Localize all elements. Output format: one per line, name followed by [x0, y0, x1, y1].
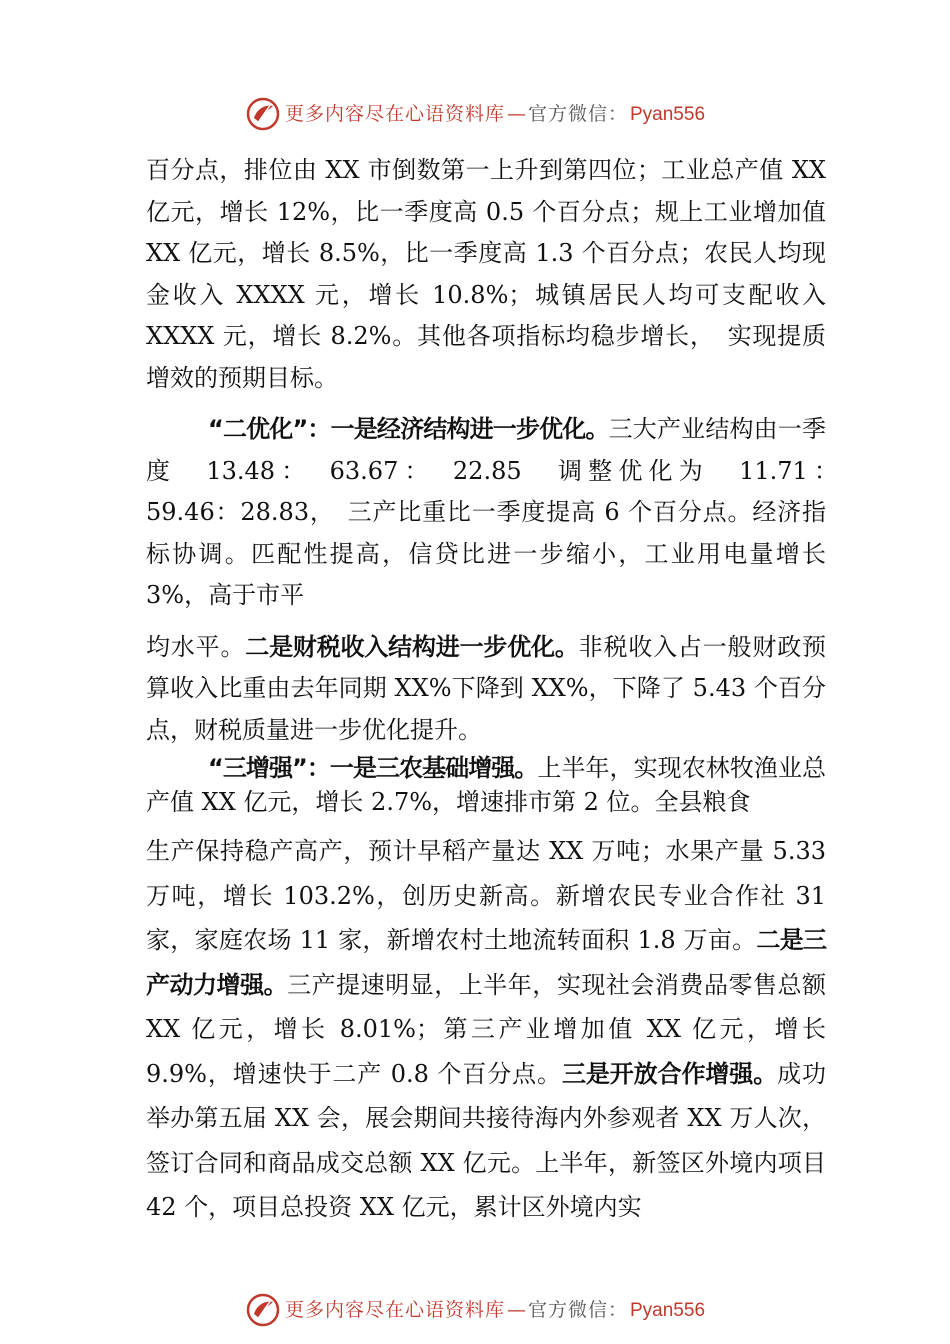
heading-three-strengthenings: “三增强”：一是三农基础增强。 [208, 754, 538, 782]
paragraph-3-text: 非税收入占一般财政预算收入比重由去年同期 XX%下降到 XX%，下降了 5.43 个百分点，财税质量进一步优化提升。 [146, 632, 827, 744]
logo-icon [245, 96, 281, 132]
logo-icon [245, 1292, 281, 1328]
paragraph-3 [146, 627, 826, 752]
paragraph-5 [146, 829, 826, 1230]
footer-wechat-label: 官方微信： [527, 1298, 628, 1321]
footer-banner [0, 1290, 950, 1330]
document-body [146, 150, 850, 1230]
paragraph-3-start: 均水平。 [146, 632, 246, 661]
footer-site-name: 更多内容尽在心语资料库 [284, 1298, 505, 1321]
paragraph-5-text-b: 三产提速明显，上半年，实现社会消费品零售总额 XX 亿元，增长 8.01%；第三产业增加值 XX 亿元，增长 9.9%，增速快于二产 0.8 个百分点。 [146, 970, 827, 1088]
paragraph-2-text: 三大产业结构由一季度 13.48： 63.67： 22.85 调整优化为 11.71： 59.46：28.83， 三产比重比一季度提高 6 个百分点。经济指标协调。匹配性提高，信贷比进一步缩小，工业用电量增长 3%，高于市平 [146, 415, 850, 609]
header-wechat-label: 官方微信： [527, 102, 628, 125]
heading-tertiary-industry: 二是三产动力增强。 [146, 926, 826, 999]
paragraph-5-text-c: 成功举办第五届 XX 会，展会期间共接待海内外参观者 XX 万人次，签订合同和商品成交总额 XX 亿元。上半年，新签区外境内项目 42 个，项目总投资 XX 亿元，累计区外境内实 [146, 1059, 827, 1221]
paragraph-4-text: 上半年，实现农林牧渔业总产值 XX 亿元，增长 2.7%，增速排市第 2 位。全县粮食 [146, 754, 827, 816]
heading-two-optimizations: “二优化”：一是经济结构进一步优化。 [208, 415, 609, 443]
footer-wechat-id: Pyan556 [630, 1299, 706, 1321]
paragraph-4 [146, 751, 826, 819]
header-wechat-id: Pyan556 [630, 103, 706, 125]
paragraph-2 [146, 409, 850, 617]
footer-separator: — [506, 1298, 526, 1321]
heading-open-cooperation: 三是开放合作增强。 [561, 1059, 778, 1088]
header-separator: — [506, 102, 526, 125]
heading-tax-structure: 二是财税收入结构进一步优化。 [245, 632, 579, 661]
paragraph-5-text-a: 生产保持稳产高产，预计早稻产量达 XX 万吨；水果产量 5.33 万吨，增长 103.2%，创历史新高。新增农民专业合作社 31 家，家庭农场 11 家，新增农村土地流转面积 1.8 万亩。 [146, 837, 826, 954]
header-site-name: 更多内容尽在心语资料库 [284, 102, 505, 125]
paragraph-1: 百分点，排位由 XX 市倒数第一上升到第四位；工业总产值 XX 亿元，增长 12%，比一季度高 0.5 个百分点；规上工业增加值 XX 亿元，增长 8.5%，比一季度高 1.3 个百分点；农民人均现金收入 XXXX 元，增长 10.8%；城镇居民人均可支配收入 XXXX 元，增长 8.2%。其他各项指标均稳步增长， 实现提质增效的预期目标。 [146, 156, 826, 392]
header-banner [0, 94, 950, 134]
